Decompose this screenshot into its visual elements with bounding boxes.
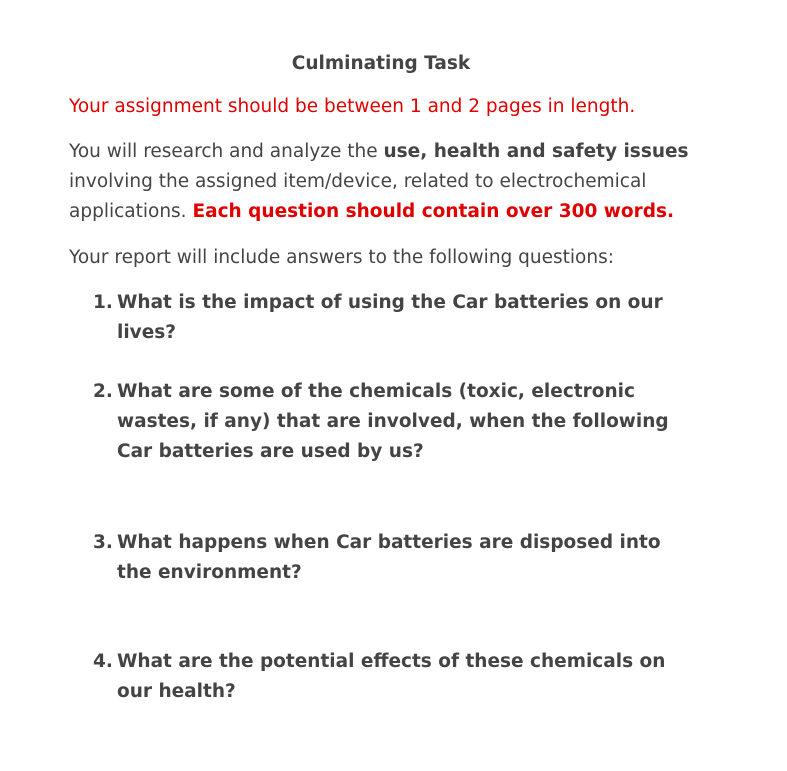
word-count-requirement: Each question should contain over 300 words. — [192, 201, 674, 222]
question-item — [93, 377, 693, 467]
question-number: 3. — [93, 532, 113, 553]
question-number: 2. — [93, 381, 113, 402]
question-text: What are the potential effects of these chemicals on our health? — [117, 651, 666, 702]
question-item — [93, 288, 693, 348]
intro-text-part1: You will research and analyze the — [69, 141, 384, 162]
question-number: 4. — [93, 651, 113, 672]
question-text: What happens when Car batteries are disposed into the environment? — [117, 532, 661, 583]
intro-paragraph — [69, 137, 709, 227]
question-item — [93, 528, 693, 588]
intro-text-part2: involving the assigned item/device, related to electrochemical applications. — [69, 171, 647, 222]
question-number: 1. — [93, 292, 113, 313]
question-text: What are some of the chemicals (toxic, electronic wastes, if any) that are involved, when the following Car batteries are used by us? — [117, 381, 669, 462]
question-item — [93, 647, 693, 707]
questions-intro: Your report will include answers to the following questions: — [69, 247, 614, 268]
length-note: Your assignment should be between 1 and 2 pages in length. — [69, 96, 636, 117]
page-title: Culminating Task — [291, 53, 471, 74]
question-text: What is the impact of using the Car batteries on our lives? — [117, 292, 663, 343]
intro-bold-text: use, health and safety issues — [383, 141, 689, 162]
